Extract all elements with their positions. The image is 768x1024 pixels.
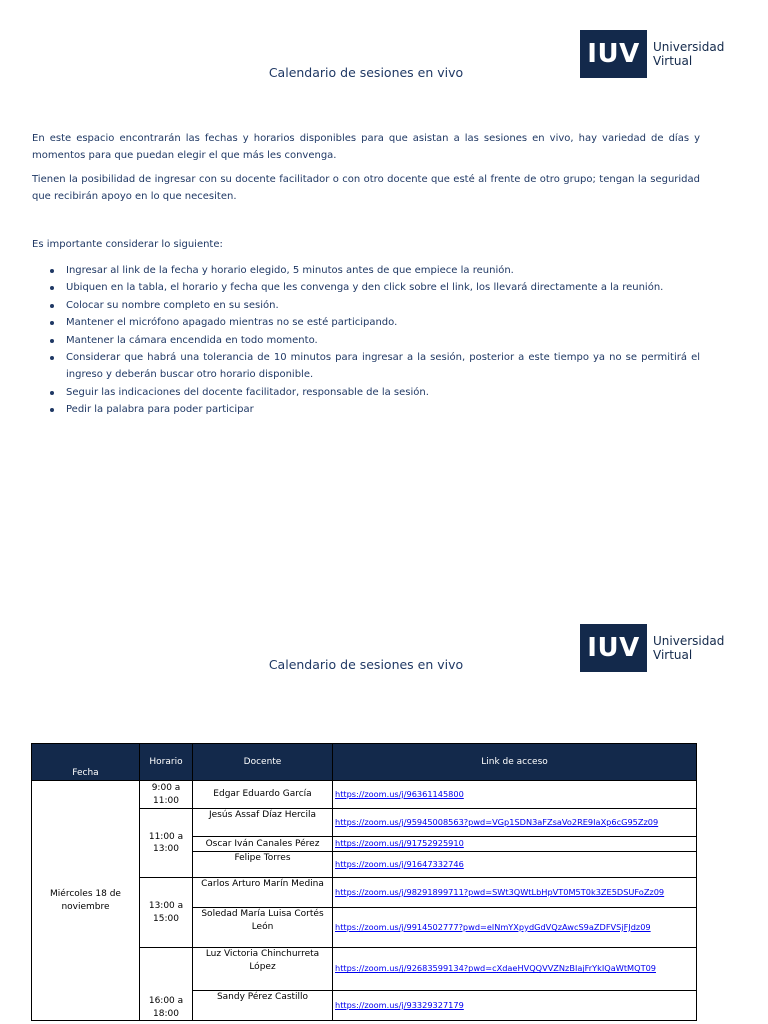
list-item-text: Ingresar al link de la fecha y horario elegido, 5 minutos antes de que empiece la reunión. — [66, 265, 514, 276]
iuv-logo-text — [653, 40, 724, 68]
column-header-link: Link de acceso — [333, 744, 697, 781]
docente-cell: Luz Victoria Chinchurreta López — [193, 948, 333, 991]
paragraph-text: Es importante considerar lo siguiente: — [32, 239, 223, 250]
column-header-horario: Horario — [140, 744, 193, 781]
zoom-link[interactable]: https://zoom.us/j/92683599134?pwd=cXdaeHVQQVVZNzBIajFrYkIQaWtMQT09 — [335, 963, 656, 974]
docente-cell: Sandy Pérez Castillo — [193, 991, 333, 1021]
link-cell — [333, 809, 697, 837]
link-cell — [333, 908, 697, 948]
zoom-link[interactable]: https://zoom.us/j/9914502777?pwd=elNmYXpydGdVQzAwcS9aZDFVSjFJdz09 — [335, 921, 651, 932]
iuv-logo-mark: IUV — [580, 624, 647, 672]
horario-cell: 13:00 a 15:00 — [140, 878, 193, 948]
logo-line-1: Universidad — [653, 40, 725, 54]
list-item-text: Pedir la palabra para poder participar — [66, 404, 254, 416]
zoom-link[interactable]: https://zoom.us/j/91647332746 — [335, 858, 464, 869]
table-row — [32, 781, 697, 809]
link-cell — [333, 852, 697, 878]
considerations-list — [48, 262, 700, 419]
list-item — [48, 384, 700, 401]
page-title: Calendario de sesiones en vivo — [268, 657, 464, 672]
docente-cell: Felipe Torres — [193, 852, 333, 878]
list-item — [48, 332, 700, 349]
list-item-text: Colocar su nombre completo en su sesión. — [66, 299, 279, 311]
logo-line-1: Universidad — [653, 634, 725, 648]
paragraph-text: En este espacio encontrarán las fechas y horarios disponibles para que asistan a las sesiones en vivo, hay variedad de días y momentos para que puedan elegir el que más les convenga. — [32, 133, 700, 161]
docente-cell: Carlos Arturo Marín Medina — [193, 878, 333, 908]
intro-paragraph-2 — [32, 172, 700, 205]
link-cell — [333, 991, 697, 1021]
list-item — [48, 401, 700, 418]
zoom-link[interactable]: https://zoom.us/j/96361145800 — [335, 788, 464, 799]
docente-cell: Edgar Eduardo García — [193, 781, 333, 809]
list-item-text: Mantener la cámara encendida en todo momento. — [66, 334, 318, 346]
link-cell — [333, 837, 697, 852]
bullet-icon — [50, 339, 54, 343]
docente-cell: Jesús Assaf Díaz Hercila — [193, 809, 333, 837]
bullet-icon — [50, 286, 54, 290]
list-item-text: Seguir las indicaciones del docente facilitador, responsable de la sesión. — [66, 386, 429, 398]
considerations-heading — [32, 237, 700, 254]
logo-line-2: Virtual — [653, 648, 693, 662]
iuv-logo-mark: IUV — [580, 30, 647, 78]
horario-cell: 11:00 a 13:00 — [140, 809, 193, 878]
list-item — [48, 297, 700, 314]
fecha-cell: Miércoles 18 de noviembre — [32, 781, 140, 1021]
schedule-table — [31, 743, 697, 1021]
intro-paragraph-1 — [32, 131, 700, 164]
docente-cell: Oscar Iván Canales Pérez — [193, 837, 333, 852]
link-cell — [333, 878, 697, 908]
docente-cell: Soledad María Luisa Cortés León — [193, 908, 333, 948]
column-header-docente: Docente — [193, 744, 333, 781]
bullet-icon — [50, 321, 54, 325]
bullet-icon — [50, 408, 54, 412]
zoom-link[interactable]: https://zoom.us/j/91752925910 — [335, 838, 464, 849]
horario-cell: 9:00 a 11:00 — [140, 781, 193, 809]
document-page-2 — [0, 600, 768, 1024]
zoom-link[interactable]: https://zoom.us/j/98291899711?pwd=SWt3QWtLbHpVT0M5T0k3ZE5DSUFoZz09 — [335, 886, 665, 897]
list-item — [48, 279, 700, 296]
bullet-icon — [50, 356, 54, 360]
list-item — [48, 314, 700, 331]
list-item-text: Ubiquen en la tabla, el horario y fecha que les convenga y den click sobre el link, los llevará directamente a la reunión. — [66, 282, 664, 294]
bullet-icon — [50, 304, 54, 308]
list-item-text: Considerar que habrá una tolerancia de 10 minutos para ingresar a la sesión, posterior a este tiempo ya no se permitirá el ingreso y deberán buscar otro horario disponible. — [66, 352, 700, 381]
table-header-row — [32, 744, 697, 781]
logo-line-2: Virtual — [653, 54, 693, 68]
list-item-text: Mantener el micrófono apagado mientras no se esté participando. — [66, 317, 398, 329]
list-item — [48, 349, 700, 384]
page-title: Calendario de sesiones en vivo — [268, 65, 464, 80]
bullet-icon — [50, 391, 54, 395]
horario-cell: 16:00 a 18:00 — [140, 948, 193, 1021]
list-item — [48, 262, 700, 279]
zoom-link[interactable]: https://zoom.us/j/93329327179 — [335, 999, 464, 1010]
paragraph-text: Tienen la posibilidad de ingresar con su docente facilitador o con otro docente que esté al frente de otro grupo; tengan la seguridad que recibirán apoyo en lo que necesiten. — [32, 174, 700, 202]
zoom-link[interactable]: https://zoom.us/j/95945008563?pwd=VGp1SDN3aFZsaVo2RE9IaXp6cG95Zz09 — [335, 816, 659, 827]
column-header-fecha: Fecha — [32, 744, 140, 781]
bullet-icon — [50, 269, 54, 273]
link-cell — [333, 781, 697, 809]
link-cell — [333, 948, 697, 991]
